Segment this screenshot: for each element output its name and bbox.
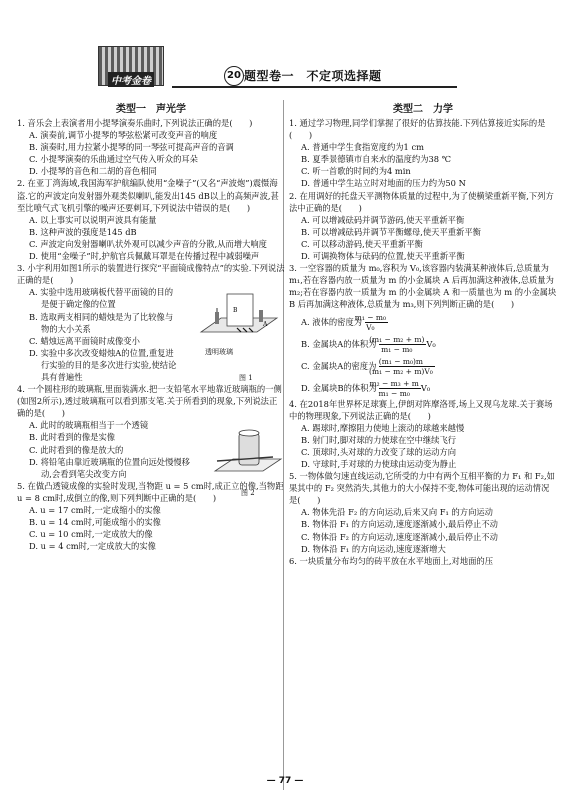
option: D. 实验中多次改变蜡烛A的位置,重复进行实验的目的是多次进行实验,使结论具有普遍性	[29, 347, 177, 382]
question	[289, 190, 557, 263]
question-stem: 5. 在做凸透镜成像的实验时发现,当物距 u = 5 cm时,成正立的像,当物距 u = 8 cm时,成倒立的像,则下列判断中正确的是( )	[17, 480, 284, 503]
numerator: m₁ − m₀	[354, 312, 386, 322]
option	[301, 313, 557, 332]
figure-caption: 图 2	[241, 489, 255, 498]
option-text: C. 金属块A的密度为	[301, 360, 377, 371]
option: A. 踢球时,摩擦阻力使地上滚动的球越来越慢	[301, 422, 465, 433]
fraction	[369, 334, 426, 354]
question-stem: 3. 小宇利用如图1所示的装置进行探究“平面镜成像特点”的实验.下列说法正确的是( )	[17, 263, 285, 286]
section-title: 类型二 力学	[393, 104, 453, 115]
chapter-number: 20	[224, 66, 244, 86]
denominator: V₀	[366, 322, 375, 332]
fraction	[369, 356, 435, 376]
option: C. 小提琴演奏的乐曲通过空气传入听众的耳朵	[29, 154, 198, 165]
denominator: m₁ − m₀	[381, 344, 413, 354]
question	[289, 262, 557, 397]
option: A. 物体先沿 F₂ 的方向运动,后来又向 F₁ 的方向运动	[301, 507, 493, 518]
option: A. 此时的玻璃瓶相当于一个透镜	[29, 420, 149, 431]
question-stem: 1. 通过学习物理,同学们掌握了很好的估算技能.下列估算接近实际的是( )	[289, 118, 546, 141]
option: B. 演奏时,用力拉紧小提琴的同一琴弦可提高声音的音调	[29, 142, 234, 153]
option: D. 小提琴的音色和二胡的音色相同	[29, 166, 157, 177]
option: A. 演奏前,调节小提琴的琴弦松紧可改变声音的响度	[29, 130, 218, 141]
brand-logo	[98, 46, 168, 88]
option: B. 选取两支相同的蜡烛是为了比较像与物的大小关系	[29, 311, 174, 334]
logo-text: 中考金卷	[108, 72, 154, 87]
numerator: (m₁ − m₀)m	[379, 357, 435, 367]
option: A. 普通中学生食指宽度约为1 cm	[301, 142, 424, 153]
numerator: (m₁ − m₂ + m)	[369, 334, 425, 344]
option-text: B. 金属块A的体积为	[301, 338, 377, 349]
question-stem: 4. 在2018年世界杯足球赛上,伊朗对阵摩洛哥,场上又现乌龙球.关于赛场中的物理现象,下列说法正确的是( )	[289, 398, 553, 421]
question-stem: 2. 在亚丁湾海域,我国海军护航编队使用“金噪子”(又名“声波炮”)震慑海盗.它的声波定向发射器外观类似喇叭,能发出145 dB以上的高频声波,甚至比喷气式飞机引擎的噪声还要刺耳,下列说法中错误的是( )	[17, 178, 279, 213]
option: D. 守球时,手对球的力使球由运动变为静止	[301, 458, 457, 469]
question-stem: 1. 音乐会上表演者用小提琴演奏乐曲时,下列说法正确的是( )	[17, 118, 253, 128]
option-text: A. 液体的密度为	[301, 316, 363, 327]
option: D. 使用“金噪子”时,护航官兵佩戴耳罩是在传播过程中减弱噪声	[29, 251, 260, 262]
option-text: D. 金属块B的体积为	[301, 382, 377, 393]
question-stem: 5. 一物体做匀速直线运动,它所受的力中有两个互相平衡的力 F₁ 和 F₂,如果其中的 F₂ 突然消失,其他力的大小保持不变,物体可能出现的运动情况是( )	[289, 471, 555, 506]
right-column	[289, 100, 557, 567]
fraction-tail: V₀	[420, 382, 431, 393]
section-title: 类型一 声光学	[116, 104, 186, 115]
svg-text:B: B	[233, 307, 238, 315]
question	[289, 555, 557, 567]
option	[301, 379, 557, 398]
option: B. 射门时,脚对球的力使球在空中继续飞行	[301, 434, 457, 445]
option: C. u = 10 cm时,一定成放大的像	[29, 529, 153, 540]
option: C. 蜡烛远离平面镜时成像变小	[29, 335, 140, 346]
option: D. 可调换物体与砝码的位置,使天平重新平衡	[301, 251, 465, 262]
option: D. 将铅笔由靠近玻璃瓶的位置向远处慢慢移动,会看到笔尖改变方向	[29, 456, 190, 479]
option: B. 此时看到的像是实像	[29, 432, 116, 443]
option: B. 物体沿 F₁ 的方向运动,速度逐渐减小,最后停止不动	[301, 519, 498, 530]
option: A. 可以增减砝码并调节游码,使天平重新平衡	[301, 214, 465, 225]
option: B. 这种声波的强度是145 dB	[29, 226, 137, 237]
fraction	[354, 312, 388, 332]
question	[17, 262, 285, 383]
option: D. 普通中学生站立时对地面的压力约为50 N	[301, 178, 466, 189]
option: C. 顶球时,头对球的力改变了球的运动方向	[301, 446, 457, 457]
fraction	[369, 378, 420, 398]
page-number: — 77 —	[266, 776, 304, 786]
option: B. u = 14 cm时,可能成缩小的实像	[29, 517, 161, 528]
figure-1	[197, 288, 283, 352]
option	[301, 335, 557, 354]
question-stem: 3. 一空容器的质量为 m₀,容积为 V₀,该容器内装满某种液体后,总质量为 m₁,若在容器内放一质量为 m 的小金属块 A 后再加满这种液体,总质量为 m₂;若在容器内放一质量为 m 的小金属块 A 和一质量也为 m 的小金属块 B 后再加满这种液体,总质量为 m₃,则下列判断正确的是( )	[289, 263, 557, 310]
left-column	[17, 100, 285, 552]
figure-caption: 图 1	[239, 374, 253, 383]
question-stem: 6. 一块质量分布均匀的砖平放在水平地面上,对地面的压	[289, 555, 494, 566]
question	[289, 117, 557, 190]
option: C. 物体沿 F₂ 的方向运动,速度逐渐减小,最后停止不动	[301, 531, 498, 542]
option: C. 可以移动游码,使天平重新平衡	[301, 238, 423, 249]
denominator: m₁ − m₀	[378, 388, 410, 398]
chapter-title: 题型卷一 不定项选择题	[244, 69, 382, 83]
option: B. 夏季景德镇市自来水的温度约为38 ℃	[301, 154, 452, 165]
option: C. 此时看到的像是放大的	[29, 444, 124, 455]
denominator: (m₁ − m₂ + m)V₀	[369, 366, 433, 376]
question	[289, 470, 557, 555]
option: C. 声波定向发射器喇叭状外观可以减少声音的分散,从而增大响度	[29, 238, 267, 249]
fraction-tail: V₀	[426, 338, 436, 349]
option: D. u = 4 cm时,一定成放大的实像	[29, 541, 156, 552]
question-stem: 4. 一个圆柱形的玻璃瓶,里面装满水.把一支铅笔水平地靠近玻璃瓶的一侧(如图2所示),透过玻璃瓶可以看到那支笔.关于所看到的现象,下列说法正确的是( )	[17, 384, 282, 419]
option: A. 实验中选用玻璃板代替平面镜的目的是便于确定像的位置	[29, 287, 174, 310]
option	[301, 357, 557, 376]
figure-2	[213, 427, 283, 483]
question	[17, 177, 285, 262]
option: D. 物体沿 F₁ 的方向运动,速度逐渐增大	[301, 543, 446, 554]
question	[289, 398, 557, 471]
option: B. 可以增减砝码并调节平衡螺母,使天平重新平衡	[301, 226, 481, 237]
numerator: m₂ − m₃ + m	[369, 378, 419, 388]
question-stem: 2. 在用调好的托盘天平测物体质量的过程中,为了使横梁重新平衡,下列方法中正确的是( )	[289, 190, 554, 213]
question	[17, 117, 285, 177]
option: C. 听一首歌的时间约为4 min	[301, 166, 411, 177]
option: A. u = 17 cm时,一定成缩小的实像	[29, 505, 161, 515]
figure-label: 透明玻璃	[205, 348, 233, 357]
option: A. 以上事实可以说明声波具有能量	[29, 214, 157, 225]
chapter-banner	[172, 66, 457, 88]
svg-text:A: A	[263, 321, 268, 329]
